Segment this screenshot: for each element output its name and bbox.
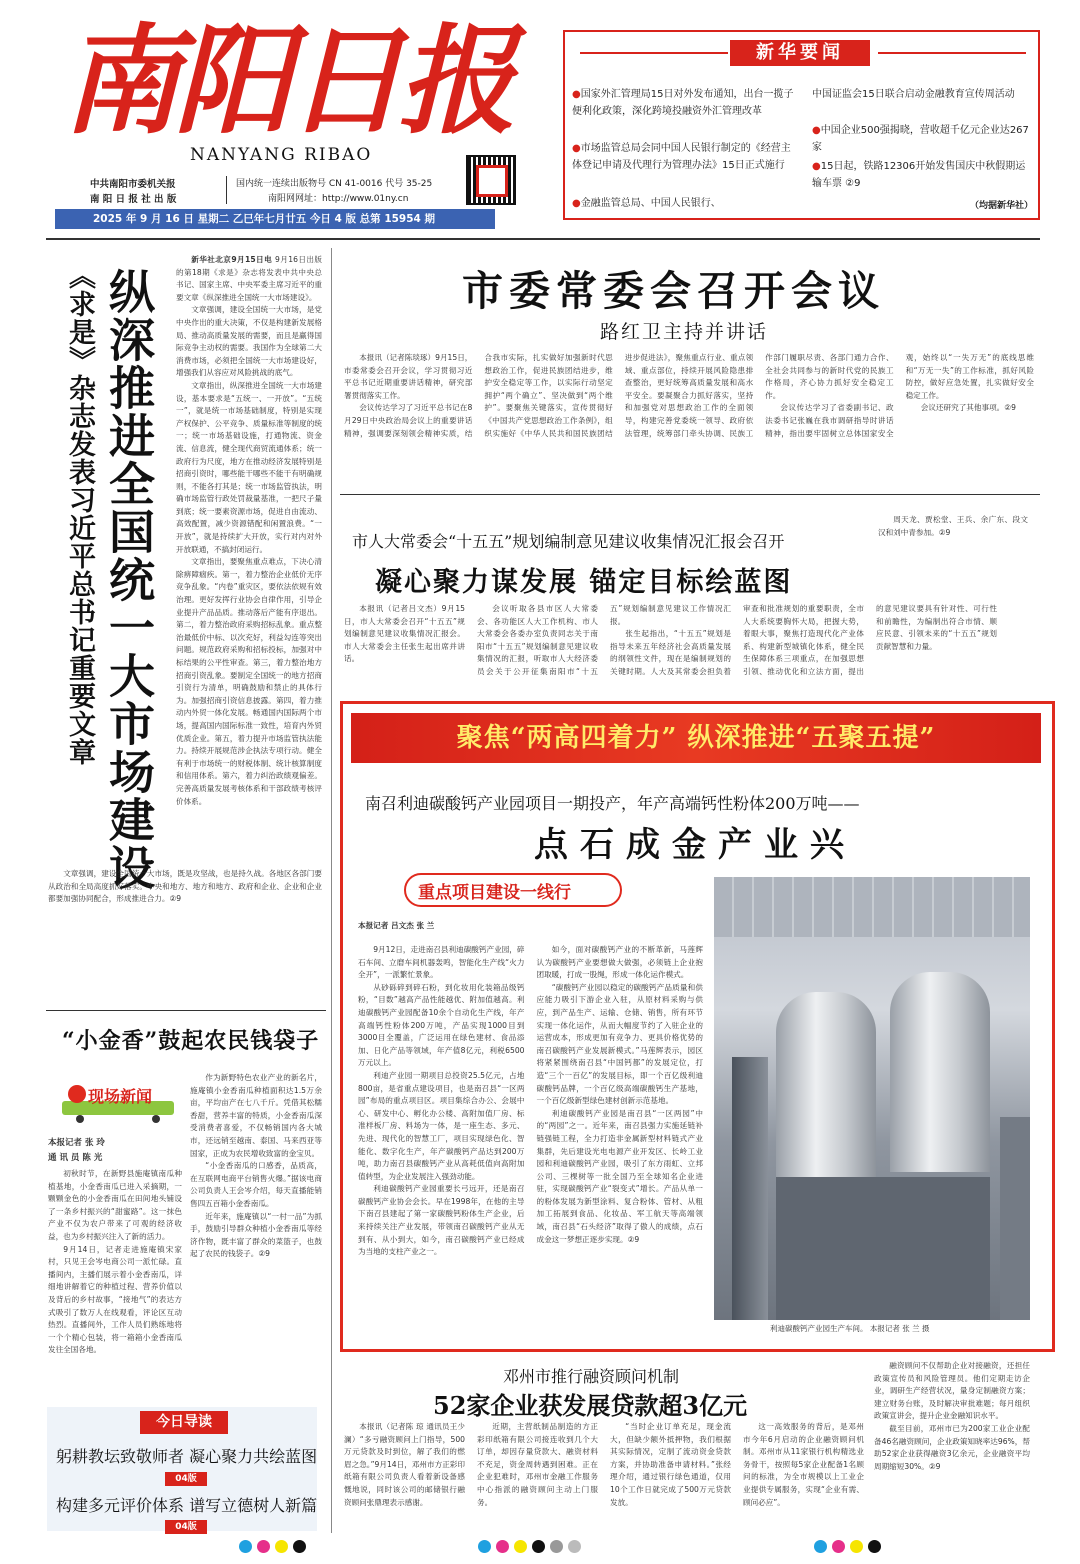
xjx-body-right: 作为新野特色农业产业的新名片，施庵镇小金香南瓜种植面积达1.5万余亩，平均亩产在七八千斤。凭借其松糯香甜，营养丰富的特质，小金香南瓜深受消费者喜爱，不仅畅销国内各大城市，还远销至越南、泰国、马来西亚等国家，正成为农民增收致富的金宝贝。 “小金香南瓜的口感香，品质高，在互联网电商平台销售火爆。”据该电商公司负责人王会岑介绍，每天直播能销售四五百箱小金香南瓜。 近年来，施庵镇以“一村一品”为抓手，鼓励引导群众种植小金香南瓜等经济作物，既丰富了群众的菜篮子，也鼓起了农民的钱袋子。②9 (190, 1073, 322, 1259)
color-registration-dot (868, 1540, 881, 1553)
color-registration-dot (257, 1540, 270, 1553)
xinhua-item: ●市场监管总局会同中国人民银行制定的《经营主体登记申请及代理行为管理办法》15日正式施行 (572, 143, 791, 171)
standing-headline: 市委常委会召开会议 (462, 267, 885, 315)
xinhua-item: ●15日起，铁路12306开始发售国庆中秋假期运输车票 ②9 (812, 161, 1026, 189)
photo-caption: 利迪碳酸钙产业园生产车间。 本报记者 张 兰 摄 (770, 1324, 930, 1333)
guide-page-1: 04版 (165, 1472, 207, 1486)
xinhua-title: 新华要闻 (730, 40, 870, 66)
color-registration-dot (814, 1540, 827, 1553)
npc-headline: 凝心聚力谋发展 锚定目标绘蓝图 (375, 567, 793, 598)
cn-number: 国内统一连续出版物号 CN 41-0016 代号 35-25 (236, 179, 433, 189)
xjx-byline-1: 本报记者 张 玲 (48, 1138, 105, 1148)
color-registration-dot (550, 1540, 563, 1553)
color-registration-dot (850, 1540, 863, 1553)
guide-page-2: 04版 (165, 1520, 207, 1534)
qr-code-logo (476, 165, 508, 197)
xinhua-item: ●国家外汇管理局15日对外发布通知，出台一揽子便利化政策，深化跨境投融资外汇管理改革 (572, 89, 794, 117)
website: 南阳网网址：http://www.01ny.cn (268, 194, 409, 204)
date-bar: 2025 年 9 月 16 日 星期二 乙巳年七月廿五 今日 4 版 总第 15954 期 (55, 209, 495, 229)
color-registration-dot (293, 1540, 306, 1553)
color-registration-dot (478, 1540, 491, 1553)
guide-item-2[interactable]: 构建多元评价体系 谱写立德树人新篇 (56, 1496, 318, 1515)
qiushi-body-column: 新华社北京9月15日电 9月16日出版的第18期《求是》杂志将发表中共中央总书记、国家主席、中央军委主席习近平的重要文章《纵深推进全国统一大市场建设》。 文章强调，建设全国统一大市场，是党中央作出的重大决策，不仅是构建新发展格局、推动高质量发展的需要，而且是赢得国际竞争主动权的需要。我国作为全球第二大消费市场，必须把全国统一大市场建设好，增强我们从容应对风险挑战的底气。 文章指出，纵深推进全国统一大市场建设，基本要求是“五统一、一开放”。“五统一”，就是统一市场基础制度，特别是实现产权保护、公平竞争、质量标准等制度的统一；统一市场基础设施，打通物流、资金流、信息流，健全现代商贸流通体系；统一政府行为尺度，地方在推动经济发展特别是招商引资时，哪些能干哪些不能干有明确规则，不能各打其是；统一市场监管执法，明确市场监管行政处罚裁量基准，一把尺子量到底；统一要素资源市场，促进自由流动、高效配置，减少资源错配和闲置浪费。“一开放”，就是持续扩大开放，实行对内对外开放联通，不搞封闭运行。 文章指出，要聚焦重点难点，下决心清除痹障痼疾。第一，着力整治企业低价无序竞争乱象。“内卷”重灾区，要依法依规有效治理。更好发挥行业协会自律作用，引导企业提升产品品质。推动落后产能有序退出。第二，着力整治政府采购招标乱象。重点整治最低价中标、以次充好，利益勾连等突出问题。规范政府采购和招标投标，加强对中标结果的公平性审查。第三，着力整治地方招商引资乱象。要制定全国统一的地方招商引资行为清单，明确鼓励和禁止的具体行为。加强招商引资信息披露。第四，着力推动内外贸一体化发展。畅通国内国际两个市场，提高国内国际标准一致性，培育内外贸优质企业。第五，着力提升市场监管执法能力。持续开展规范涉企执法专项行动。健全有利于市场统一的财税体制、统计核算制度和信用体系。第六，着力纠治政绩观偏差。完善高质量发展考核体系和干部政绩考核评价体系。 (176, 255, 322, 806)
xinhua-item: 中国证监会15日联合启动金融教育宣传周活动 (812, 89, 1015, 100)
feature-byline: 本报记者 吕文杰 张 兰 (358, 921, 435, 930)
npc-body: 本报讯（记者吕文杰）9月15日，市人大常委会召开“十五五”规划编制意见建议收集情况汇报会。市人大常委会主任张生起出席并讲话。 会议听取各县市区人大常委会、各功能区人大工作机构、市人大常委会各委办室负责同志关于南阳市“十五五”规划编制意见建议收集情况的汇报，听取市人大经济委员会关于公开征集南阳市“十五五”规划编制意见建议工作情况汇报。 张生起指出，“十五五”规划是指导未来五年经济社会高质量发展的纲领性文件，现在是编制规划的关键时期。人大及其常委会担负着审查和批准规划的重要职责，全市人大系统要胸怀大局，把握大势，着眼大事，聚焦打造现代化产业体系、构建新型城镇化体系，健全民生保障体系三项重点，在加强思想引领、推动优化和立法方面，提出的意见建议要具有针对性、可行性和前瞻性，为编制出符合市情、顺应民意、引领未来的“十五五”规划贡献智慧和力量。 (344, 604, 997, 676)
feature-headline: 点石成金产业兴 (534, 825, 856, 865)
publisher-line-1: 中共南阳市委机关报 (90, 179, 176, 190)
standing-body: 本报讯（记者陈琰琢）9月15日，市委常委会召开会议，学习贯彻习近平总书记近期重要讲话精神，研究部署贯彻落实工作。 会议传达学习了习近平总书记在8月29日中央政治局会议上的重要讲话精神，强调要深刻领会精神实质，结合我市实际，扎实做好加强新时代思想政治工作，促进民族团结进步，维护安全稳定等工作，以实际行动坚定拥护“两个确立”、坚决做到“两个维护”。要聚焦关键落实，宣传贯彻好《中国共产党思想政治工作条例》，组织实施好《中华人民共和国民族团结进步促进法》，聚焦重点行业、重点领域、重点部位，持续开展风险隐患排查整治，更好统筹高质量发展和高水平安全。要凝聚合力抓好落实，坚持和加强党对思想政治工作的全面领导，构建完善党委统一领导、政府依法管理，统筹部门牵头协调、民族工作部门履职尽责、各部门通力合作、全社会共同参与的新时代党的民族工作格局，齐心协力抓好安全稳定工作。 会议传达学习了省委副书记、政法委书记张巍在我市调研指导时讲话精神，指出要牢固树立总体国家安全观，始终以“一失万无”的底线思维和“万无一失”的工作标准，抓好风险防控，做好应急处置，扎实做好安全稳定工作。 会议还研究了其他事项。②9 (344, 353, 1034, 438)
factory-photo (714, 877, 1030, 1320)
feature-banner: 聚焦“两高四着力” 纵深推进“五聚五提” (351, 713, 1041, 763)
color-registration-dot (514, 1540, 527, 1553)
color-registration-dot (532, 1540, 545, 1553)
guide-item-1[interactable]: 躬耕教坛致敬师者 凝心聚力共绘蓝图 (56, 1447, 318, 1466)
xjx-body-left: 初秋时节，在新野县施庵镇南瓜种植基地，小金香南瓜已进入采摘期，一颗颗金色的小金香南瓜在田间地头铺设了一条乡村振兴的“甜蜜路”。这一抹色产业不仅为农户带来了可观的经济收益，也为乡村振兴注入了新的活力。 9月14日，记者走进施庵镇宋家村，只见王会岑电商公司一派忙碌。直播间内，主播们展示着小金香南瓜，详细地讲解着它的种植过程、营养价值以及背后的乡村故事，“接地气”的表达方式吸引了数万人在线观看，评论区互动热烈。直播间外，工作人员们熟练地将一个个精心包装，将一箱箱小金香南瓜发往全国各地。 (48, 1169, 182, 1355)
color-registration-dot (275, 1540, 288, 1553)
feature-body: 9月12日，走进南召县利迪碳酸钙产业园，碎石车间、立磨车间机器轰鸣，智能化生产线“火力全开”，一派繁忙景象。 从砂砾碎到碎石粉，到化妆用化装箱品级钙粉，“目数”越高产品性能越优、附加值越高。利迪碳酸钙产业园配备10余个自动化生产线，年产高端钙性粉体200万吨，产品实现1000目到3000目全覆盖，广泛运用在绿色建材、食品添加、日化产品等领域，年产值8亿元，利税6500万元以上。 利迪产业园一期项目总投资25.5亿元，占地800亩，是省重点建设项目，也是南召县“一区两园”布局的重点项目区。项目集综合办公、会展中心、研发中心、孵化办公楼、高附加值厂房、标准样板厂房、料场为一体，是一座生态、多元、先进、现代化的智慧工厂，项目实现绿色化、智能化、数字化生产，年产碳酸钙产品达到200万吨，助力南召县碳酸钙产业从高耗低值向高附加值转型，为企业发展注入强劲动能。 利迪碳酸钙产业园重要长弓远开，还是南召碳酸钙产业协会会长。早在1998年，在他的主导下南召县建起了第一家碳酸钙粉体生产企业，后来持续关注产业发展，带领南召碳酸钙产业从无到有、从小到大，如今，南召碳酸钙产业已经成为当地的支柱产业之一。 如今，面对碳酸钙产业的不断革新，马莲辉认为碳酸钙产业要想做大做强，必须链上企业抱团取暖，打成一股绳，形成一体化运作模式。 “碳酸钙产业园以稳定的碳酸钙产品质量和供应能力吸引下游企业入驻，从原材料采购与供应，到产品生产、运输、仓储、销售，所有环节实现一体化运作，从而大幅度节约了入驻企业的运营成本，形成更加有竞争力、更具价格优势的南召碳酸钙产业发展新模式。”马莲辉表示，园区将紧紧围绕南召县“中国钙都”的发展定位，打造“三个一百亿”的发展目标，即一个百亿级利迪碳酸钙品牌，一个百亿级高端碳酸钙生产基地，一个百亿级新型绿色建材创新示范基地。 利迪碳酸钙产业园是南召县“一区两园”中的“两园”之一。近年来，南召县强力实施延链补链强链工程，全力打造非金属新型材料链式产业集群，先后建设光电电源产业开发区、长岭工业园和利迪碳酸钙产业园，吸引了东方雨虹、立邦公司、三棵树等一批全国乃至全球知名企业进驻，实现碳酸钙产业“裂变式”增长。产品从单一的粉体发展为新型涂料、复合粉体、管材、从粗加工拓展到食品、化妆品、军工航天等高端领域，南召县“石头经济”取得了傲人的成绩，点石成金这一梦想正逐步实现。②9 (358, 945, 703, 1257)
publisher-line-2: 南 阳 日 报 社 出 版 (90, 194, 177, 205)
color-registration-dot (568, 1540, 581, 1553)
dz-body-right: 融资顾问不仅帮助企业对接融资，还担任政策宣传员和风险管理员。他们定期走访企业，调研生产经营状况，量身定制融资方案；建立财务台账，及时解决审批难题；每月组织政策宣讲会，提升企业金融知识水平。 截至目前，邓州市已为200家工业企业配备46名融资顾问，企业政策知晓率达96%，帮助52家企业获得融资3亿余元，企业融资平均周期缩短30%。②9 (874, 1361, 1030, 1471)
today-guide-title: 今日导读 (140, 1411, 228, 1434)
dz-headline: 52家企业获发展贷款超3亿元 (433, 1391, 748, 1420)
masthead-logo: 南阳日报 (62, 11, 511, 150)
xjx-headline: “小金香”鼓起农民钱袋子 (62, 1028, 320, 1054)
npc-kicker: 市人大常委会“十五五”规划编制意见建议收集情况汇报会召开 (352, 532, 785, 551)
xinhua-item: ●金融监管总局、中国人民银行、 (572, 198, 721, 209)
xinhua-credit: （均据新华社） (970, 201, 1034, 211)
xjx-tag: 现场新闻 (88, 1087, 153, 1106)
qiushi-body-bottom: 文章强调，建设全国统一大市场，既是攻坚战，也是持久战。各地区各部门要从政治和全局高度抓好落实。中央和地方、地方和地方、政府和企业、企业和企业都要加强协同配合，形成推进合力。②9 (48, 869, 322, 904)
masthead-pinyin: NANYANG RIBAO (190, 145, 373, 165)
standing-subheadline: 路红卫主持并讲话 (600, 321, 769, 343)
qiushi-dateline: 新华社北京9月15日电 (191, 255, 273, 264)
npc-body-right: 周天龙、贾松堂、王兵、余广东、段文汉和刘中青参加。②9 (878, 515, 1028, 537)
xinhua-item: ●中国企业500强揭晓，营收超千亿元企业达267家 (812, 125, 1029, 153)
color-registration-dot (832, 1540, 845, 1553)
qiushi-headline: 纵深推进全国统一大市场建设 (102, 268, 156, 892)
dz-kicker: 邓州市推行融资顾问机制 (503, 1367, 680, 1386)
section-tag: 重点项目建设一线行 (404, 873, 622, 907)
qiushi-kicker: 《求是》杂志发表习近平总书记重要文章 (64, 262, 95, 766)
color-registration-dot (239, 1540, 252, 1553)
xjx-byline-2: 通 讯 员 陈 光 (48, 1153, 103, 1163)
dz-body: 本报讯（记者陈 琼 通讯员王少澜）“多亏融资顾问上门指导，500万元贷款及时到位，解了我们的燃眉之急。”9月14日，邓州市方正彩印纸箱有限公司负责人看着新设备感慨地说，同时该公司的邮储银行融资顾问张鼎理表示感谢。 近期，主营纸制品制造的方正彩印纸箱有限公司接连收到几个大订单，却因存量贷款大、融资材料不充足，资金周转遇到困难。正在企业犯难时，邓州市金融工作服务中心指派的融资顾问主动上门服务。 “当时企业订单充足，现金流大，但缺少额外抵押物，我们根据其实际情况，定制了流动资金贷款方案，并协助准备申请材料。”张经理介绍，通过银行绿色通道，仅用10个工作日就完成了500万元贷款发放。 这一高效服务的背后，是邓州市今年6月启动的企业融资顾问机制。邓州市从11家银行机构精选业务骨干，按照每5家企业配备1名顾问的标准，为全市规模以上工业企业提供专属服务，实现“企业有需、顾问必应”。 (344, 1422, 864, 1507)
feature-kicker: 南召利迪碳酸钙产业园项目一期投产，年产高端钙性粉体200万吨—— (365, 794, 860, 813)
color-registration-dot (496, 1540, 509, 1553)
